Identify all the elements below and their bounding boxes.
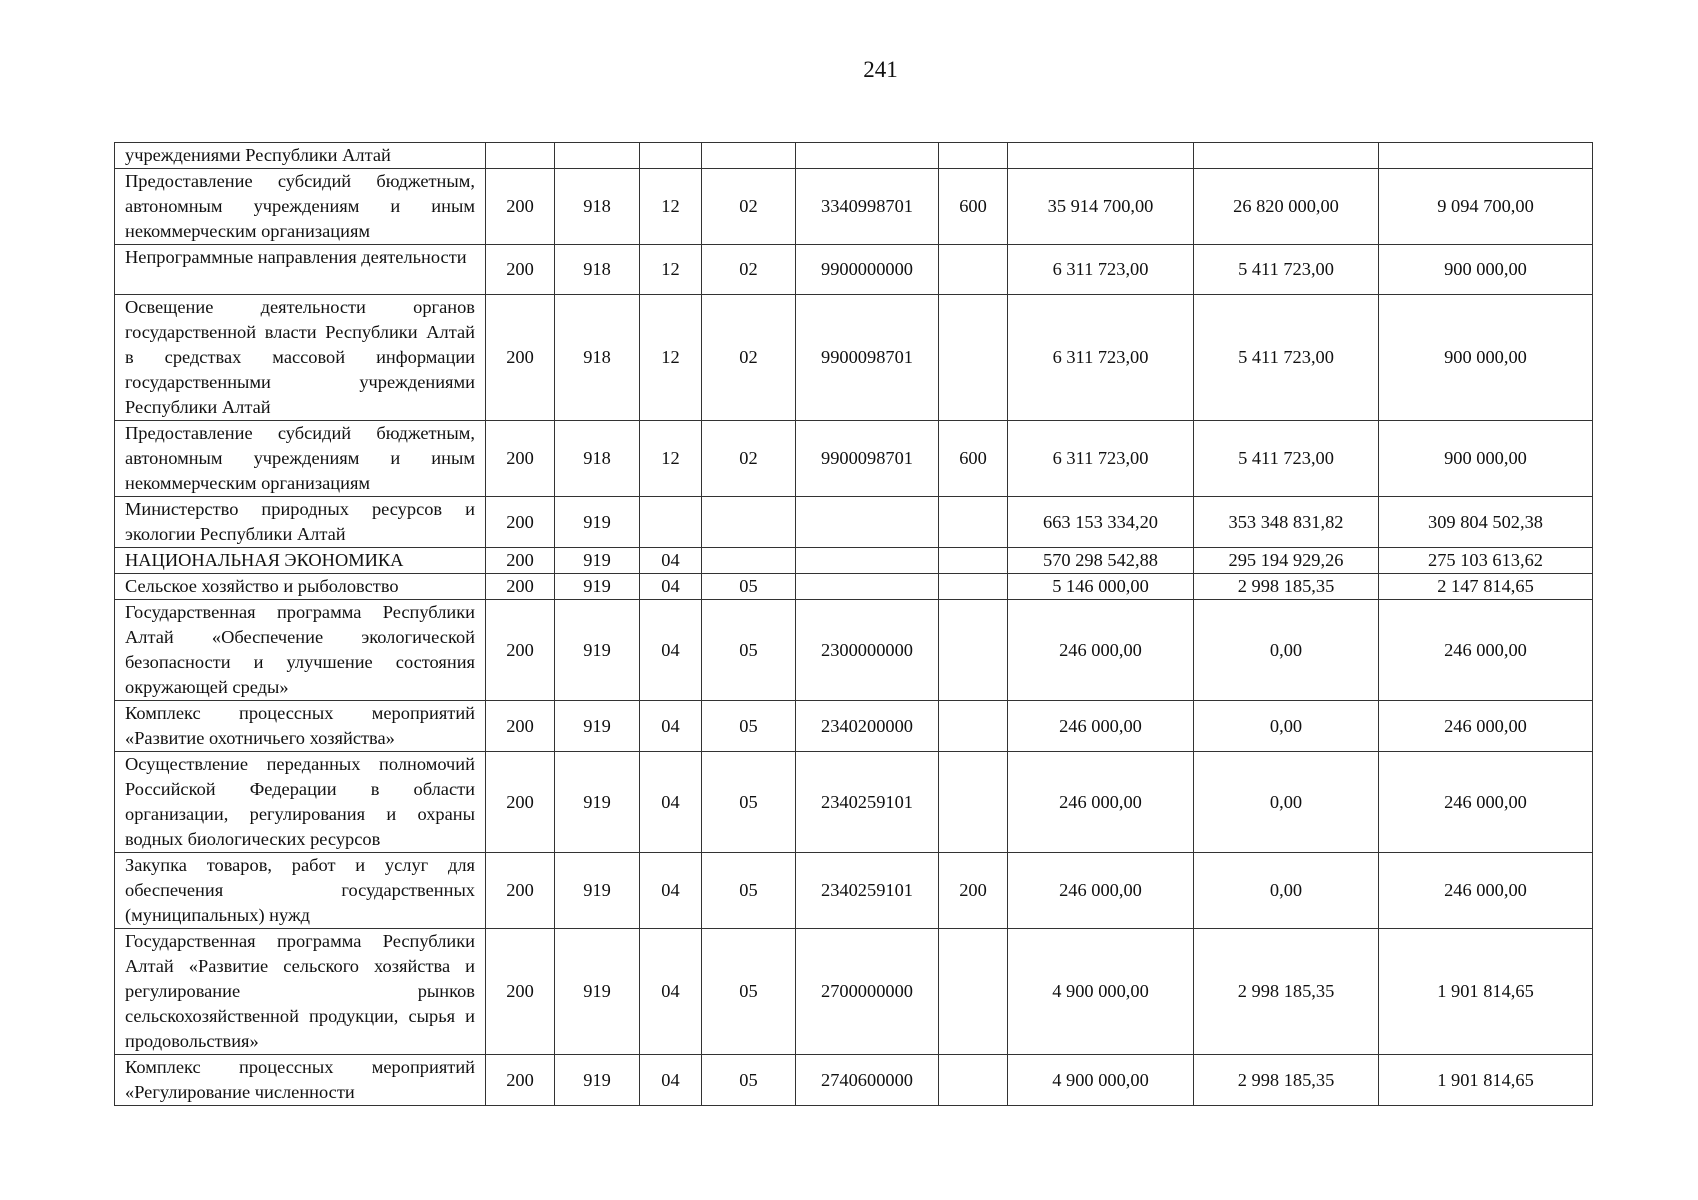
target-item-code-cell xyxy=(796,143,939,169)
expense-name-cell: Предоставление субсидий бюджетным, автономным учреждениям и иным некоммерческим организациям xyxy=(115,169,486,245)
amount-2-cell: 2 998 185,35 xyxy=(1194,574,1379,600)
amount-3-cell: 1 901 814,65 xyxy=(1379,929,1593,1055)
section-code-cell: 04 xyxy=(640,574,702,600)
code-1-cell: 200 xyxy=(486,600,555,701)
department-code-cell: 918 xyxy=(555,421,640,497)
expense-type-code-cell xyxy=(939,752,1008,853)
code-1-cell: 200 xyxy=(486,853,555,929)
expense-name-cell: Комплекс процессных мероприятий «Развитие охотничьего хозяйства» xyxy=(115,701,486,752)
table-row xyxy=(115,701,1593,752)
expense-type-code-cell xyxy=(939,929,1008,1055)
expense-name-cell: Сельское хозяйство и рыболовство xyxy=(115,574,486,600)
target-item-code-cell xyxy=(796,574,939,600)
amount-3-cell: 900 000,00 xyxy=(1379,421,1593,497)
expense-type-code-cell: 200 xyxy=(939,853,1008,929)
expense-name-cell: учреждениями Республики Алтай xyxy=(115,143,486,169)
amount-3-cell: 246 000,00 xyxy=(1379,600,1593,701)
subsection-code-cell: 05 xyxy=(702,929,796,1055)
expense-name-cell: Комплекс процессных мероприятий «Регулирование численности xyxy=(115,1055,486,1106)
table-row xyxy=(115,853,1593,929)
amount-total-cell: 663 153 334,20 xyxy=(1008,497,1194,548)
section-code-cell: 12 xyxy=(640,295,702,421)
amount-total-cell: 246 000,00 xyxy=(1008,701,1194,752)
amount-3-cell: 2 147 814,65 xyxy=(1379,574,1593,600)
subsection-code-cell: 05 xyxy=(702,853,796,929)
subsection-code-cell xyxy=(702,548,796,574)
expense-name-cell: Министерство природных ресурсов и экологии Республики Алтай xyxy=(115,497,486,548)
code-1-cell: 200 xyxy=(486,497,555,548)
target-item-code-cell: 2340259101 xyxy=(796,853,939,929)
amount-2-cell: 0,00 xyxy=(1194,701,1379,752)
subsection-code-cell: 02 xyxy=(702,169,796,245)
amount-2-cell: 5 411 723,00 xyxy=(1194,245,1379,295)
table-row xyxy=(115,143,1593,169)
code-1-cell: 200 xyxy=(486,245,555,295)
subsection-code-cell: 05 xyxy=(702,752,796,853)
amount-3-cell: 246 000,00 xyxy=(1379,701,1593,752)
section-code-cell: 04 xyxy=(640,701,702,752)
table-row xyxy=(115,548,1593,574)
expense-type-code-cell xyxy=(939,295,1008,421)
expense-name-cell: Государственная программа Республики Алтай «Обеспечение экологической безопасности и улучшение состояния окружающей среды» xyxy=(115,600,486,701)
amount-2-cell: 353 348 831,82 xyxy=(1194,497,1379,548)
amount-total-cell: 246 000,00 xyxy=(1008,752,1194,853)
table-row xyxy=(115,421,1593,497)
amount-3-cell xyxy=(1379,143,1593,169)
table-body xyxy=(115,143,1593,1106)
amount-3-cell: 900 000,00 xyxy=(1379,295,1593,421)
amount-2-cell: 295 194 929,26 xyxy=(1194,548,1379,574)
expense-name-cell: Освещение деятельности органов государственной власти Республики Алтай в средствах массовой информации государственными учреждениями Республики Алтай xyxy=(115,295,486,421)
amount-3-cell: 246 000,00 xyxy=(1379,752,1593,853)
target-item-code-cell: 3340998701 xyxy=(796,169,939,245)
expense-name-cell: Закупка товаров, работ и услуг для обеспечения государственных (муниципальных) нужд xyxy=(115,853,486,929)
expense-type-code-cell xyxy=(939,245,1008,295)
amount-total-cell: 4 900 000,00 xyxy=(1008,1055,1194,1106)
section-code-cell: 12 xyxy=(640,169,702,245)
code-1-cell: 200 xyxy=(486,574,555,600)
target-item-code-cell: 9900098701 xyxy=(796,295,939,421)
amount-2-cell: 0,00 xyxy=(1194,752,1379,853)
expense-type-code-cell xyxy=(939,701,1008,752)
department-code-cell: 918 xyxy=(555,169,640,245)
page-number: 241 xyxy=(863,57,898,82)
table-row xyxy=(115,245,1593,295)
table-row xyxy=(115,295,1593,421)
section-code-cell: 04 xyxy=(640,548,702,574)
table-row xyxy=(115,497,1593,548)
amount-2-cell: 0,00 xyxy=(1194,853,1379,929)
amount-3-cell: 9 094 700,00 xyxy=(1379,169,1593,245)
amount-total-cell: 6 311 723,00 xyxy=(1008,295,1194,421)
target-item-code-cell: 2740600000 xyxy=(796,1055,939,1106)
department-code-cell: 918 xyxy=(555,245,640,295)
section-code-cell: 04 xyxy=(640,600,702,701)
code-1-cell: 200 xyxy=(486,1055,555,1106)
target-item-code-cell xyxy=(796,548,939,574)
department-code-cell: 919 xyxy=(555,574,640,600)
target-item-code-cell: 2340200000 xyxy=(796,701,939,752)
section-code-cell: 04 xyxy=(640,853,702,929)
code-1-cell: 200 xyxy=(486,701,555,752)
expense-type-code-cell xyxy=(939,548,1008,574)
amount-3-cell: 275 103 613,62 xyxy=(1379,548,1593,574)
subsection-code-cell: 05 xyxy=(702,600,796,701)
section-code-cell xyxy=(640,143,702,169)
department-code-cell: 919 xyxy=(555,548,640,574)
department-code-cell: 919 xyxy=(555,497,640,548)
section-code-cell: 04 xyxy=(640,1055,702,1106)
code-1-cell: 200 xyxy=(486,548,555,574)
table-row xyxy=(115,600,1593,701)
table-row xyxy=(115,169,1593,245)
subsection-code-cell xyxy=(702,143,796,169)
department-code-cell: 919 xyxy=(555,853,640,929)
code-1-cell xyxy=(486,143,555,169)
amount-total-cell: 4 900 000,00 xyxy=(1008,929,1194,1055)
amount-2-cell xyxy=(1194,143,1379,169)
expense-type-code-cell xyxy=(939,574,1008,600)
expense-type-code-cell xyxy=(939,143,1008,169)
amount-total-cell xyxy=(1008,143,1194,169)
section-code-cell: 04 xyxy=(640,929,702,1055)
budget-table xyxy=(114,142,1593,1106)
expense-type-code-cell xyxy=(939,600,1008,701)
section-code-cell: 04 xyxy=(640,752,702,853)
target-item-code-cell: 2700000000 xyxy=(796,929,939,1055)
target-item-code-cell: 9900098701 xyxy=(796,421,939,497)
table-row xyxy=(115,752,1593,853)
amount-2-cell: 5 411 723,00 xyxy=(1194,421,1379,497)
amount-total-cell: 35 914 700,00 xyxy=(1008,169,1194,245)
amount-3-cell: 1 901 814,65 xyxy=(1379,1055,1593,1106)
expense-name-cell: НАЦИОНАЛЬНАЯ ЭКОНОМИКА xyxy=(115,548,486,574)
expense-type-code-cell: 600 xyxy=(939,421,1008,497)
expense-type-code-cell xyxy=(939,1055,1008,1106)
amount-2-cell: 26 820 000,00 xyxy=(1194,169,1379,245)
amount-total-cell: 246 000,00 xyxy=(1008,600,1194,701)
expense-name-cell: Непрограммные направления деятельности xyxy=(115,245,486,295)
target-item-code-cell: 2300000000 xyxy=(796,600,939,701)
section-code-cell: 12 xyxy=(640,245,702,295)
subsection-code-cell: 05 xyxy=(702,701,796,752)
table-row xyxy=(115,1055,1593,1106)
table-row xyxy=(115,574,1593,600)
expense-name-cell: Предоставление субсидий бюджетным, автономным учреждениям и иным некоммерческим организациям xyxy=(115,421,486,497)
amount-2-cell: 5 411 723,00 xyxy=(1194,295,1379,421)
amount-3-cell: 309 804 502,38 xyxy=(1379,497,1593,548)
subsection-code-cell xyxy=(702,497,796,548)
subsection-code-cell: 05 xyxy=(702,1055,796,1106)
department-code-cell: 919 xyxy=(555,929,640,1055)
subsection-code-cell: 02 xyxy=(702,295,796,421)
department-code-cell: 919 xyxy=(555,752,640,853)
amount-2-cell: 2 998 185,35 xyxy=(1194,929,1379,1055)
table-row xyxy=(115,929,1593,1055)
amount-total-cell: 570 298 542,88 xyxy=(1008,548,1194,574)
amount-2-cell: 2 998 185,35 xyxy=(1194,1055,1379,1106)
department-code-cell: 919 xyxy=(555,600,640,701)
department-code-cell: 919 xyxy=(555,1055,640,1106)
department-code-cell: 919 xyxy=(555,701,640,752)
code-1-cell: 200 xyxy=(486,295,555,421)
expense-type-code-cell: 600 xyxy=(939,169,1008,245)
code-1-cell: 200 xyxy=(486,169,555,245)
subsection-code-cell: 02 xyxy=(702,245,796,295)
department-code-cell xyxy=(555,143,640,169)
amount-2-cell: 0,00 xyxy=(1194,600,1379,701)
amount-3-cell: 246 000,00 xyxy=(1379,853,1593,929)
target-item-code-cell xyxy=(796,497,939,548)
subsection-code-cell: 02 xyxy=(702,421,796,497)
code-1-cell: 200 xyxy=(486,421,555,497)
section-code-cell xyxy=(640,497,702,548)
target-item-code-cell: 2340259101 xyxy=(796,752,939,853)
amount-3-cell: 900 000,00 xyxy=(1379,245,1593,295)
code-1-cell: 200 xyxy=(486,929,555,1055)
amount-total-cell: 5 146 000,00 xyxy=(1008,574,1194,600)
amount-total-cell: 6 311 723,00 xyxy=(1008,421,1194,497)
section-code-cell: 12 xyxy=(640,421,702,497)
expense-name-cell: Осуществление переданных полномочий Российской Федерации в области организации, регулирования и охраны водных биологических ресурсов xyxy=(115,752,486,853)
code-1-cell: 200 xyxy=(486,752,555,853)
subsection-code-cell: 05 xyxy=(702,574,796,600)
target-item-code-cell: 9900000000 xyxy=(796,245,939,295)
expense-name-cell: Государственная программа Республики Алтай «Развитие сельского хозяйства и регулирование рынков сельскохозяйственной продукции, сырья и продовольствия» xyxy=(115,929,486,1055)
amount-total-cell: 6 311 723,00 xyxy=(1008,245,1194,295)
department-code-cell: 918 xyxy=(555,295,640,421)
expense-type-code-cell xyxy=(939,497,1008,548)
amount-total-cell: 246 000,00 xyxy=(1008,853,1194,929)
